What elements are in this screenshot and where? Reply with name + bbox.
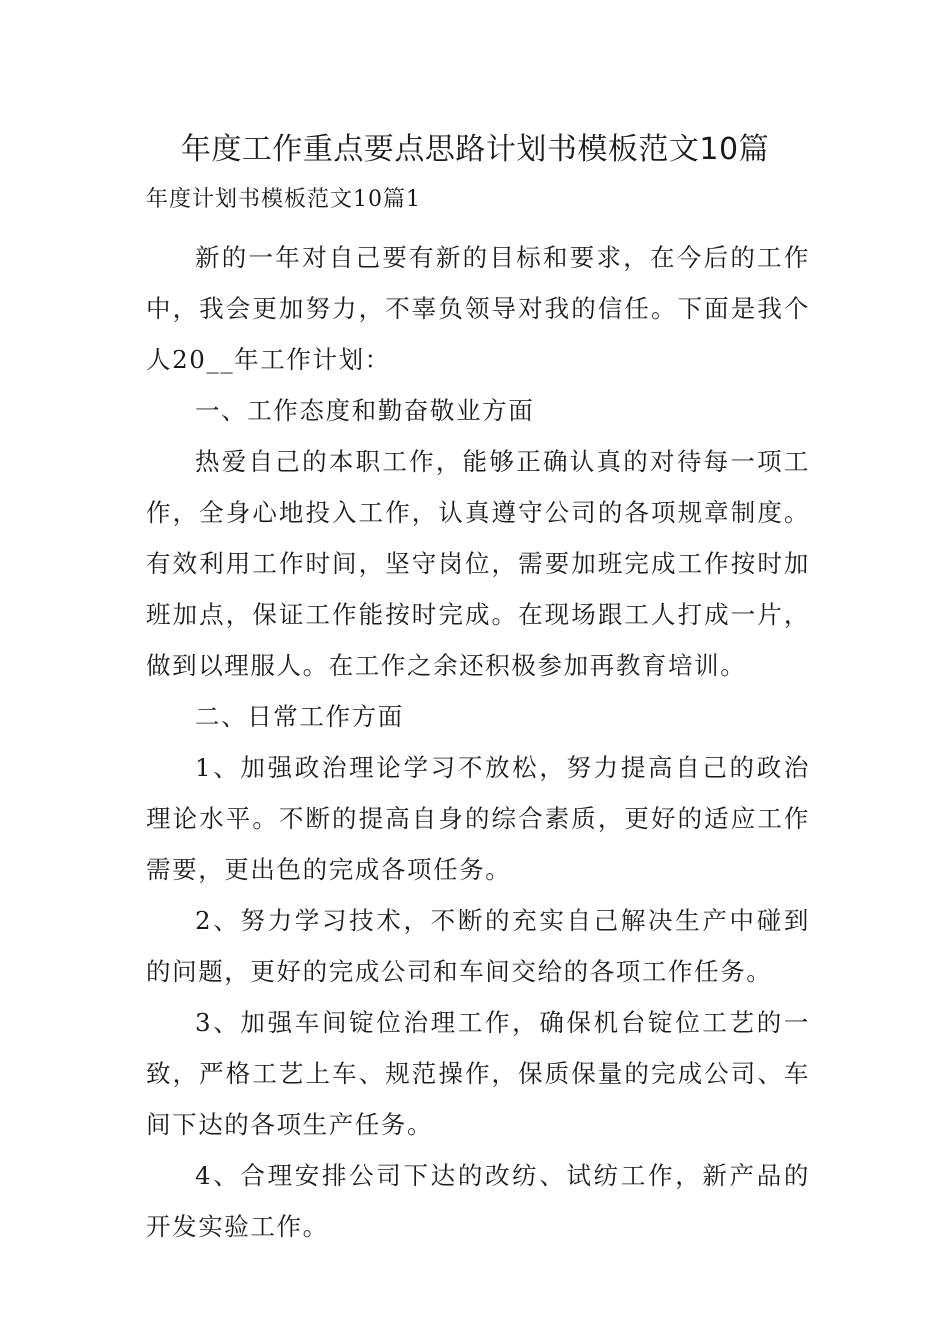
document-body: [146, 232, 810, 1252]
section-heading-daily-work: 二、日常工作方面: [195, 702, 404, 731]
document-subtitle: 年度计划书模板范文10篇1: [146, 187, 421, 212]
document-title: 年度工作重点要点思路计划书模板范文10篇: [180, 132, 770, 167]
paragraph-intro: 新的一年对自己要有新的目标和要求，在今后的工作中，我会更加努力，不辜负领导对我的信任。下面是我个人20__年工作计划：: [146, 243, 810, 374]
list-item-3: 3、加强车间锭位治理工作，确保机台锭位工艺的一致，严格工艺上车、规范操作，保质保量的完成公司、车间下达的各项生产任务。: [146, 1008, 810, 1139]
list-item-2: 2、努力学习技术，不断的充实自己解决生产中碰到的问题，更好的完成公司和车间交给的各项工作任务。: [146, 906, 810, 986]
list-item-1: 1、加强政治理论学习不放松，努力提高自己的政治理论水平。不断的提高自身的综合素质，更好的适应工作需要，更出色的完成各项任务。: [146, 753, 810, 884]
section-heading-attitude: 一、工作态度和勤奋敬业方面: [195, 396, 535, 425]
list-item-4: 4、合理安排公司下达的改纺、试纺工作，新产品的开发实验工作。: [146, 1161, 810, 1241]
paragraph-attitude: 热爱自己的本职工作，能够正确认真的对待每一项工作，全身心地投入工作，认真遵守公司的各项规章制度。有效利用工作时间，坚守岗位，需要加班完成工作按时加班加点，保证工作能按时完成。在现场跟工人打成一片，做到以理服人。在工作之余还积极参加再教育培训。: [146, 447, 810, 680]
